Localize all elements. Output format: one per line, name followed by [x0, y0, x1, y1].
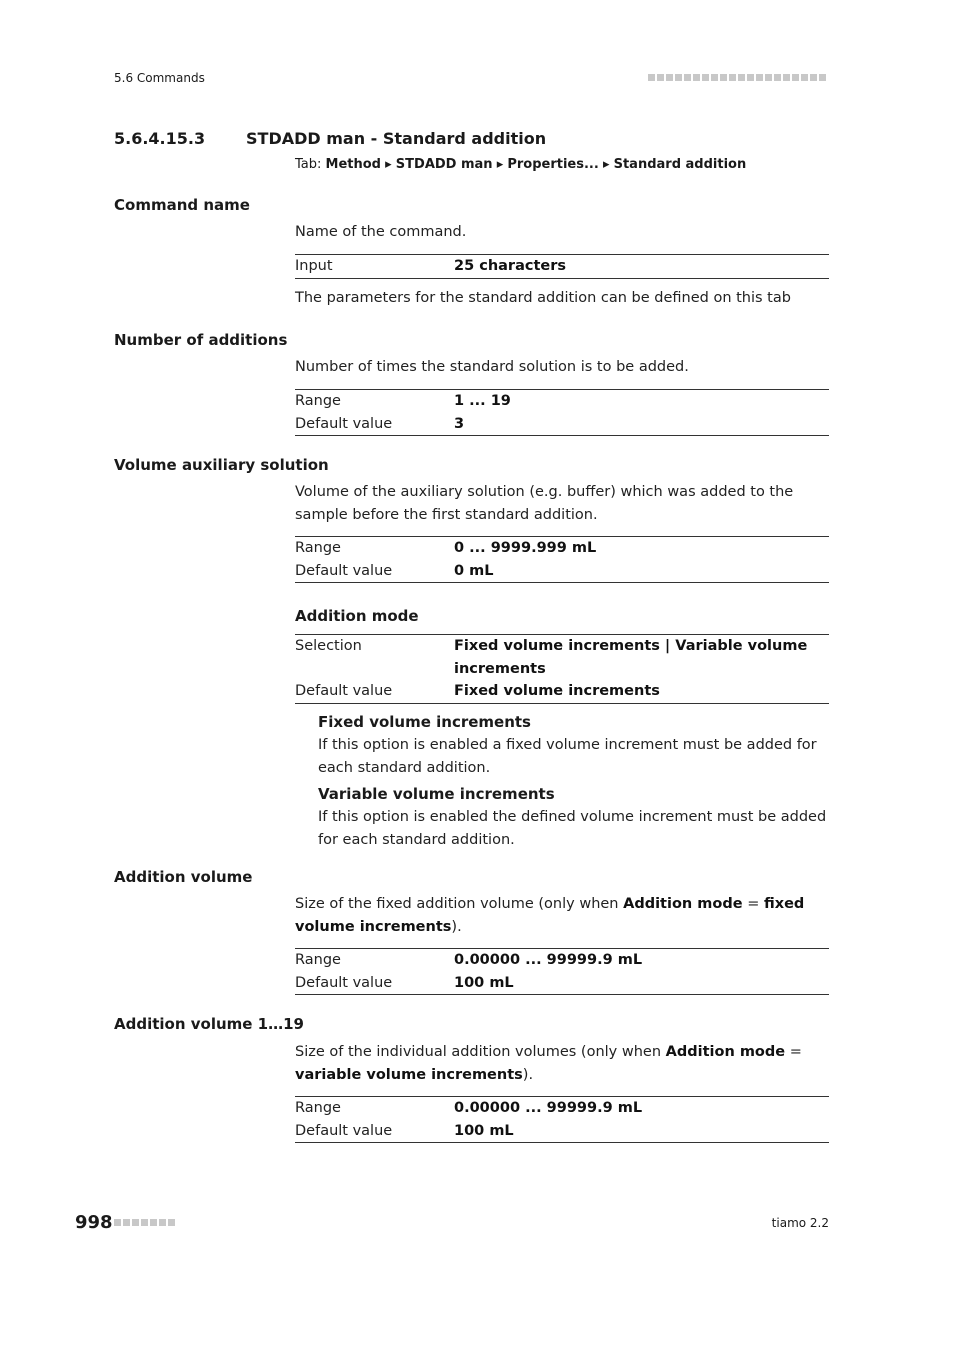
param-label-addition-volume: Addition volume — [114, 868, 253, 886]
table-row — [295, 1120, 829, 1143]
decorative-square — [819, 74, 826, 81]
table-key: Range — [295, 393, 341, 409]
decorative-square — [738, 74, 745, 81]
table-value: 0 mL — [454, 562, 494, 579]
decorative-square — [168, 1219, 175, 1226]
table-key: Selection — [295, 638, 362, 654]
table-row — [295, 255, 829, 278]
decorative-square — [702, 74, 709, 81]
table-row — [295, 949, 829, 972]
table-key: Range — [295, 952, 341, 968]
decorative-square — [792, 74, 799, 81]
param-desc-volume-aux: Volume of the auxiliary solution (e.g. buffer) which was added to the sample before the first standard addition. — [295, 484, 794, 523]
subhead-addition-mode: Addition mode — [295, 607, 419, 625]
desc-text: Size of the fixed addition volume (only when — [295, 896, 624, 912]
table-key: Range — [295, 540, 341, 556]
table-value: Fixed volume increments | Variable volume increments — [454, 638, 808, 677]
option-title-fixed: Fixed volume increments — [318, 713, 531, 731]
tab-path-standard-addition: Standard addition — [613, 157, 747, 172]
decorative-square — [801, 74, 808, 81]
desc-bold: variable volume increments — [295, 1067, 523, 1083]
table-row — [295, 635, 829, 680]
decorative-square — [693, 74, 700, 81]
param-table-addition-volume-n — [295, 1096, 829, 1143]
param-label-number-of-additions: Number of additions — [114, 331, 288, 349]
table-value: Fixed volume increments — [454, 683, 660, 699]
table-key: Range — [295, 1100, 341, 1116]
tab-path-arrow: ▸ — [598, 157, 614, 172]
table-value: 0 ... 9999.999 mL — [454, 540, 597, 556]
table-row — [295, 390, 829, 413]
param-label-volume-aux: Volume auxiliary solution — [114, 456, 329, 474]
param-desc-addition-volume-n — [295, 1041, 829, 1087]
desc-text: = — [742, 896, 764, 912]
param-label-command-name: Command name — [114, 196, 250, 214]
decorative-square — [711, 74, 718, 81]
param-table-addition-volume — [295, 948, 829, 995]
decorative-square — [765, 74, 772, 81]
param-table-addition-mode — [295, 634, 829, 704]
table-value: 25 characters — [454, 258, 567, 274]
tab-path-method: Method — [325, 157, 381, 172]
decorative-square — [666, 74, 673, 81]
table-row — [295, 1097, 829, 1120]
param-table-volume-aux — [295, 536, 829, 583]
decorative-square — [729, 74, 736, 81]
decorative-square — [150, 1219, 157, 1226]
param-desc-addition-volume — [295, 893, 829, 939]
table-key: Default value — [295, 415, 393, 432]
decorative-square — [114, 1219, 121, 1226]
decorative-square — [648, 74, 655, 81]
decorative-square — [684, 74, 691, 81]
table-row — [295, 537, 829, 560]
tab-path-arrow: ▸ — [381, 157, 396, 172]
option-title-variable: Variable volume increments — [318, 785, 555, 803]
desc-bold: Addition mode — [623, 896, 743, 912]
tab-path-arrow: ▸ — [492, 157, 508, 172]
tab-path-properties: Properties... — [507, 157, 599, 172]
decorative-square — [747, 74, 754, 81]
running-head: 5.6 Commands — [114, 71, 205, 85]
table-row — [295, 972, 829, 995]
decorative-square — [675, 74, 682, 81]
table-value: 0.00000 ... 99999.9 mL — [454, 952, 643, 968]
param-label-addition-volume-n: Addition volume 1…19 — [114, 1015, 304, 1033]
table-value: 3 — [454, 415, 465, 432]
section-number: 5.6.4.15.3 — [114, 129, 206, 148]
desc-text: = — [785, 1044, 802, 1060]
table-value: 0.00000 ... 99999.9 mL — [454, 1100, 643, 1116]
desc-text: Size of the individual addition volumes (only when — [295, 1044, 666, 1060]
decorative-square — [720, 74, 727, 81]
decorative-square — [774, 74, 781, 81]
product-name: tiamo 2.2 — [771, 1216, 829, 1230]
param-desc-command-name: Name of the command. — [295, 224, 467, 240]
decorative-square — [756, 74, 763, 81]
decorative-square — [657, 74, 664, 81]
table-value: 1 ... 19 — [454, 393, 511, 409]
decorative-square — [810, 74, 817, 81]
tab-path — [295, 157, 746, 172]
table-row — [295, 413, 829, 436]
tab-path-stdadd: STDADD man — [395, 157, 493, 172]
section-title — [114, 129, 546, 148]
desc-bold: fixed volume increments — [295, 896, 805, 935]
decorative-square — [123, 1219, 130, 1226]
desc-bold: Addition mode — [665, 1044, 786, 1060]
table-value: 100 mL — [454, 974, 514, 991]
table-key: Input — [295, 258, 333, 274]
table-key: Default value — [295, 683, 393, 699]
param-table-command-name — [295, 254, 829, 279]
table-key: Default value — [295, 562, 393, 579]
param-table-number-of-additions — [295, 389, 829, 436]
table-key: Default value — [295, 974, 393, 991]
desc-text: ). — [451, 919, 462, 935]
param-desc-number-of-additions: Number of times the standard solution is to be added. — [295, 359, 689, 375]
tab-path-prefix: Tab: — [295, 157, 326, 172]
table-key: Default value — [295, 1122, 393, 1139]
param-note-command-name: The parameters for the standard addition can be defined on this tab — [295, 290, 791, 306]
decorative-dots-bottom — [114, 1219, 175, 1226]
decorative-square — [783, 74, 790, 81]
decorative-square — [159, 1219, 166, 1226]
section-title-text: STDADD man - Standard addition — [246, 129, 547, 148]
table-row — [295, 560, 829, 583]
table-row — [295, 680, 829, 703]
desc-text: ). — [522, 1067, 534, 1083]
decorative-square — [132, 1219, 139, 1226]
option-desc-fixed: If this option is enabled a fixed volume increment must be added for each standard addition. — [318, 737, 817, 776]
page-number: 998 — [75, 1212, 113, 1233]
option-desc-variable: If this option is enabled the defined volume increment must be added for each standard addition. — [318, 809, 827, 848]
decorative-dots-top — [648, 74, 826, 81]
decorative-square — [141, 1219, 148, 1226]
table-value: 100 mL — [454, 1122, 514, 1139]
